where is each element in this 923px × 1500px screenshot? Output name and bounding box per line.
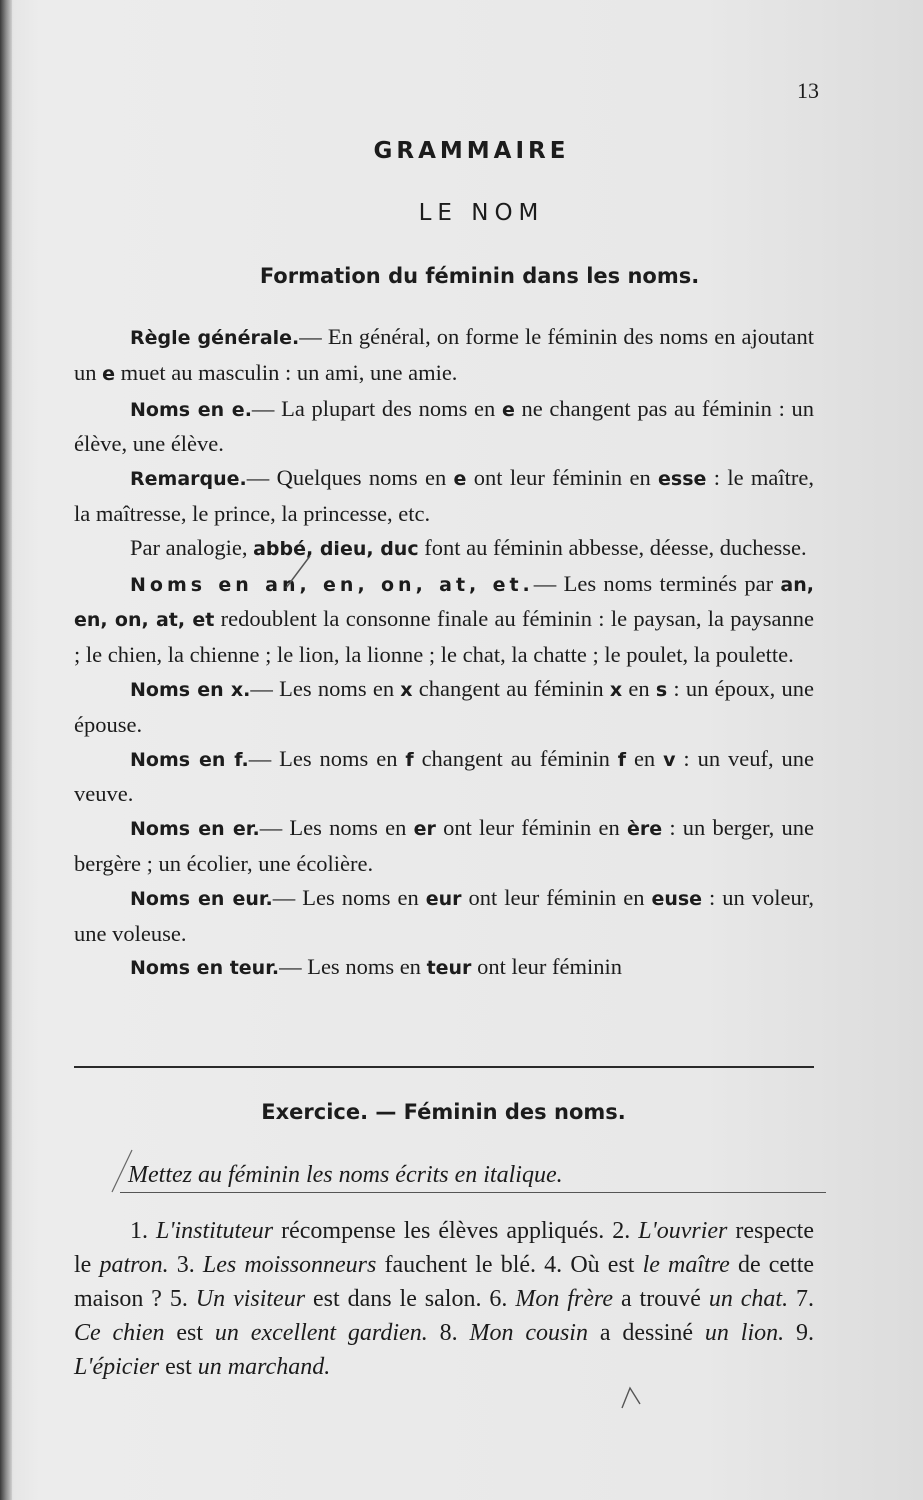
section-heading: GRAMMAIRE [373, 138, 570, 164]
rule-paragraph: Remarque.— Quelques noms en e ont leur féminin en esse : le maître, la maîtresse, le prince, la princesse, etc. [74, 465, 814, 526]
topic-heading: LE NOM [418, 200, 545, 226]
rule-paragraph: Par analogie, abbé, dieu, duc font au féminin abbesse, déesse, duchesse. [130, 534, 807, 560]
page-number: 13 [797, 78, 819, 103]
exercise-text: 1. L'instituteur récompense les élèves appliqués. 2. L'ouvrier respecte le patron. 3. Les moissonneurs fauchent le blé. 4. Où est le maître de cette maison ? 5. Un visiteur est dans le salon. 6. Mon frère a trouvé un chat. 7. Ce chien est un excellent gardien. 8. Mon cousin a dessiné un lion. 9. L'épicier est un marchand. [74, 1218, 815, 1380]
rule-paragraph: Noms en er.— Les noms en er ont leur féminin en ère : un berger, une bergère ; un écolier, une écolière. [74, 815, 815, 876]
rule-paragraph: Noms en e.— La plupart des noms en e ne changent pas au féminin : un élève, une élève. [74, 395, 815, 457]
rule-paragraph: Noms en eur.— Les noms en eur ont leur féminin en euse : un voleur, une voleuse. [74, 884, 815, 946]
pencil-check-mark [622, 1388, 640, 1408]
subtitle-heading: Formation du féminin dans les noms. [259, 264, 700, 288]
rule-paragraph: Noms en f.— Les noms en f changent au féminin f en v : un veuf, une veuve. [74, 745, 814, 807]
rule-paragraph: Règle générale.— En général, on forme le féminin des noms en ajoutant un e muet au masculin : un ami, une amie. [74, 324, 814, 385]
rule-paragraph: Noms en an, en, on, at, et.— Les noms terminés par an, en, on, at, et redoublent la consonne finale au féminin : le paysan, la paysanne ; le chien, la chienne ; le lion, la lionne ; le chat, la chatte ; le poulet, la poulette. [74, 570, 814, 668]
exercise-title: Exercice. — Féminin des noms. [261, 1100, 626, 1124]
pencil-check-mark [286, 556, 310, 588]
pencil-stroke [112, 1150, 132, 1192]
exercise-instruction: Mettez au féminin les noms écrits en italique. [128, 1162, 563, 1188]
rule-paragraph: Noms en teur.— Les noms en teur ont leur féminin [130, 954, 623, 980]
rule-paragraph: Noms en x.— Les noms en x changent au féminin x en s : un époux, une épouse. [74, 675, 814, 737]
